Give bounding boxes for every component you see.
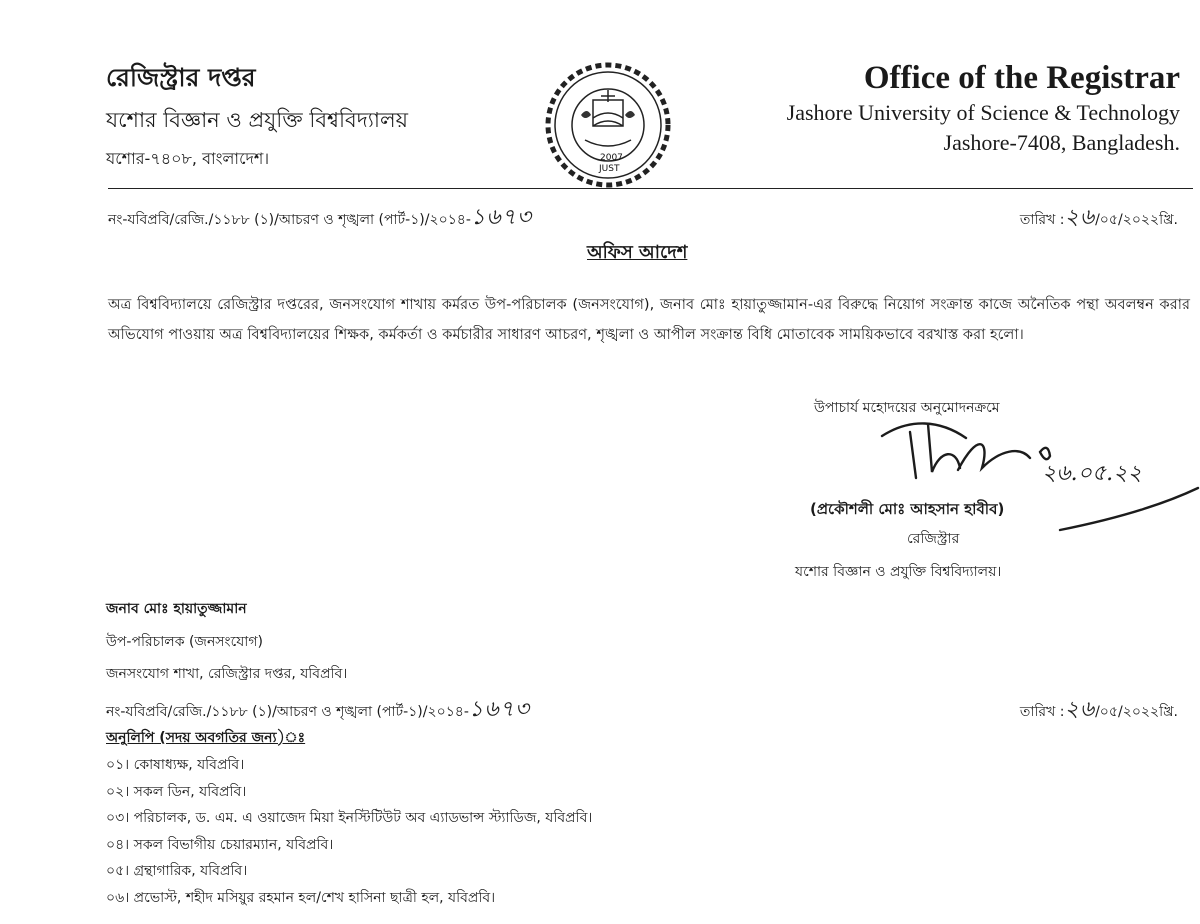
office-name-bengali: রেজিস্ট্রার দপ্তর xyxy=(106,63,256,92)
order-body-text: অত্র বিশ্ববিদ্যালয়ে রেজিস্ট্রার দপ্তরের, জনসংযোগ শাখায় কর্মরত উপ-পরিচালক (জনসংযোগ), জনাব মোঃ হায়াতুজ্জামান-এর বিরুদ্ধে নিয়োগ সংক্রান্ত কাজে অনৈতিক পন্থা অবলম্বন করার অভিযোগ পাওয়ায় অত্র বিশ্ববিদ্যালয়ের শিক্ষক, কর্মকর্তা ও কর্মচারীর সাধারণ আচরণ, শৃঙ্খলা ও আপীল সংক্রান্ত বিধি মোতাবেক সাময়িকভাবে বরখাস্ত করা হলো। xyxy=(108,296,1190,343)
signature-handwritten-date: ২৬.০৫.২২ xyxy=(1042,461,1142,486)
memo-reference-number xyxy=(108,200,532,237)
recipient-office: জনসংযোগ শাখা, রেজিস্ট্রার দপ্তর, যবিপ্রবি। xyxy=(106,666,348,682)
list-item: ০২। সকল ডিন, যবিপ্রবি। xyxy=(106,783,247,800)
recipient-role: উপ-পরিচালক (জনসংযোগ) xyxy=(106,634,263,650)
date-rest: /০৫/২০২২খ্রি. xyxy=(1095,212,1178,228)
list-item: ০৪। সকল বিভাগীয় চেয়ারম্যান, যবিপ্রবি। xyxy=(106,836,334,853)
reference-handwritten-number: ১৬৭৩ xyxy=(470,205,533,230)
university-name-bengali: যশোর বিজ্ঞান ও প্রযুক্তি বিশ্ববিদ্যালয় xyxy=(106,108,408,132)
list-item: ০৬। প্রভোস্ট, শহীদ মসিয়ুর রহমান হল/শেখ হাসিনা ছাত্রী হল, যবিপ্রবি। xyxy=(106,889,496,906)
date-handwritten-day-copy: ২৬ xyxy=(1064,697,1096,722)
date-handwritten-day: ২৬ xyxy=(1064,205,1096,230)
university-seal-logo xyxy=(543,60,673,190)
recipient-name: জনাব মোঃ হায়াতুজ্জামান xyxy=(106,601,247,617)
office-order-heading: অফিস আদেশ xyxy=(587,242,688,263)
signatory-university: যশোর বিজ্ঞান ও প্রযুক্তি বিশ্ববিদ্যালয়। xyxy=(795,564,1002,580)
reference-prefix-copy: নং-যবিপ্রবি/রেজি./১১৮৮ (১)/আচরণ ও শৃঙ্খলা (পার্ট-১)/২০১৪- xyxy=(106,704,469,720)
date-label: তারিখ : xyxy=(1019,212,1065,228)
list-item: ০১। কোষাধ্যক্ষ, যবিপ্রবি। xyxy=(106,757,245,773)
reference-prefix: নং-যবিপ্রবি/রেজি./১১৮৮ (১)/আচরণ ও শৃঙ্খলা (পার্ট-১)/২০১৪- xyxy=(108,212,471,228)
date-rest-copy: /০৫/২০২২খ্রি. xyxy=(1095,704,1178,720)
address-english: Jashore-7408, Bangladesh. xyxy=(943,130,1180,155)
copy-to-heading: অনুলিপি (সদয় অবগতির জন্য)ঃ xyxy=(106,730,306,746)
office-name-english: Office of the Registrar xyxy=(863,60,1180,96)
seal-year: 2007 xyxy=(600,153,623,163)
reference-handwritten-number-copy: ১৬৭৩ xyxy=(468,697,531,722)
memo-reference-number-copy xyxy=(106,692,530,729)
memo-date-copy xyxy=(1020,692,1178,729)
header-divider xyxy=(108,188,1193,189)
signatory-role: রেজিস্ট্রার xyxy=(907,531,960,547)
list-item: ০৩। পরিচালক, ড. এম. এ ওয়াজেদ মিয়া ইনস্টিটিউট অব এ্যাডভান্স স্ট্যাডিজ, যবিপ্রবি। xyxy=(106,810,593,826)
seal-abbr: JUST xyxy=(599,164,620,174)
signatory-name: (প্রকৌশলী মোঃ আহসান হাবীব) xyxy=(810,500,1005,518)
address-bengali: যশোর-৭৪০৮, বাংলাদেশ। xyxy=(106,149,270,168)
memo-date xyxy=(1020,200,1178,237)
list-item: ০৫। গ্রন্থাগারিক, যবিপ্রবি। xyxy=(106,863,248,879)
approval-line: উপাচার্য মহোদয়ের অনুমোদনক্রমে xyxy=(814,400,1000,416)
university-name-english: Jashore University of Science & Technology xyxy=(786,100,1180,125)
date-label-copy: তারিখ : xyxy=(1019,704,1065,720)
copy-to-list xyxy=(106,752,592,911)
